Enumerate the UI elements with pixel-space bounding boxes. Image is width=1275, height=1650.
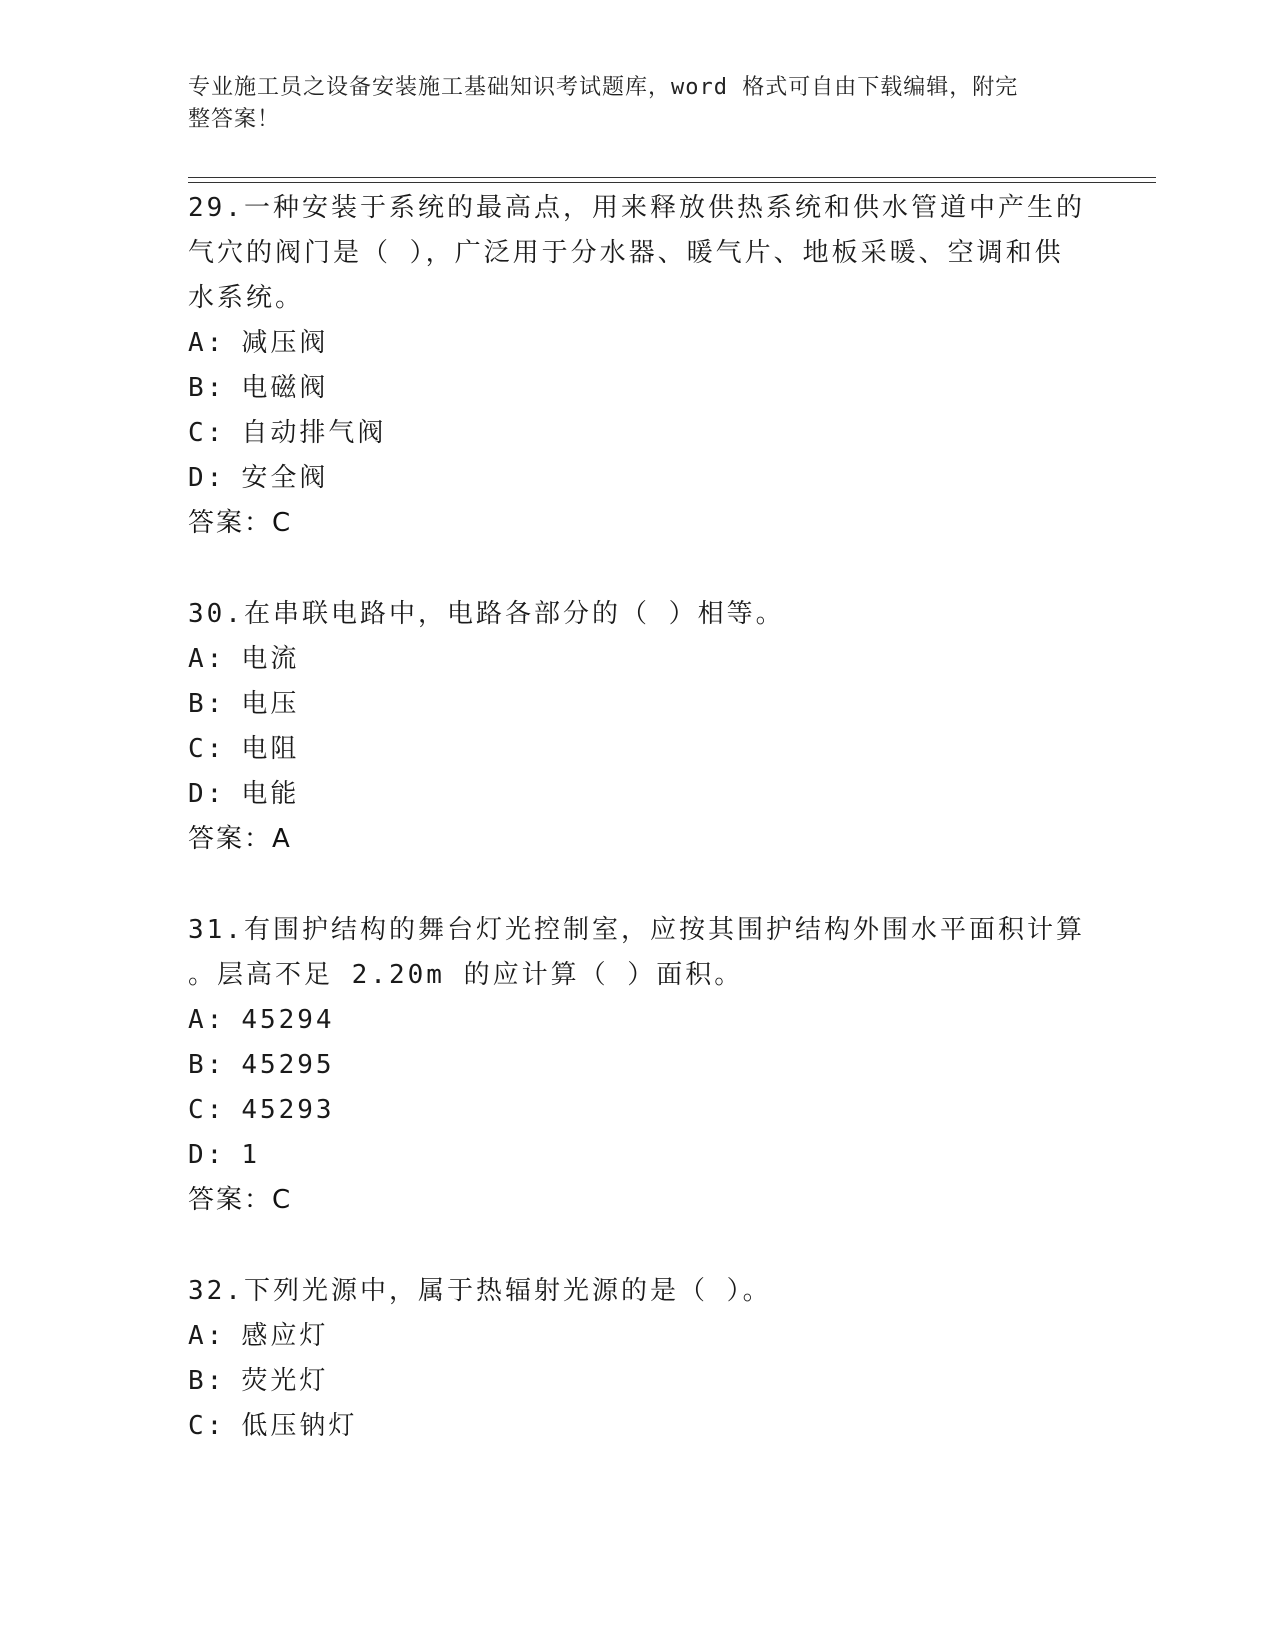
header-line-2: 整答案！ [188, 107, 281, 132]
question-31 [188, 908, 1088, 1223]
question-list [188, 186, 1088, 1449]
header-divider-bottom [188, 182, 1156, 183]
option-b [188, 1359, 1088, 1404]
document-header [188, 72, 1068, 136]
question-29 [188, 186, 1088, 546]
option-key: B: [188, 689, 226, 719]
option-d [188, 772, 1088, 817]
option-key: C: [188, 1411, 226, 1441]
option-key: C: [188, 418, 226, 448]
option-c [188, 727, 1088, 772]
option-key: B: [188, 373, 226, 403]
option-d [188, 456, 1088, 501]
option-key: C: [188, 1095, 226, 1125]
option-text: 自动排气阀 [241, 418, 387, 448]
option-key: A: [188, 1321, 226, 1351]
option-text: 减压阀 [241, 328, 329, 358]
option-key: D: [188, 1140, 226, 1170]
option-key: D: [188, 779, 226, 809]
option-a [188, 998, 1088, 1043]
question-stem-line: 。层高不足 2.20m 的应计算（ ）面积。 [188, 960, 744, 990]
option-c [188, 411, 1088, 456]
option-key: C: [188, 734, 226, 764]
option-text: 低压钠灯 [241, 1411, 358, 1441]
option-text: 电流 [241, 644, 300, 674]
option-text: 电阻 [241, 734, 300, 764]
question-stem-line: 32.下列光源中，属于热辐射光源的是（ ）。 [188, 1276, 772, 1306]
option-a [188, 1314, 1088, 1359]
question-stem-line: 气穴的阀门是（ ），广泛用于分水器、暖气片、地板采暖、空调和供 [188, 238, 1064, 268]
option-text: 感应灯 [241, 1321, 329, 1351]
option-text: 45295 [241, 1050, 335, 1080]
question-spacer [188, 546, 1088, 592]
option-text: 安全阀 [241, 463, 329, 493]
option-text: 电压 [241, 689, 300, 719]
question-stem-line: 29.一种安装于系统的最高点，用来释放供热系统和供水管道中产生的 [188, 193, 1085, 223]
option-key: B: [188, 1366, 226, 1396]
option-a [188, 321, 1088, 366]
option-text: 45294 [241, 1005, 335, 1035]
question-spacer [188, 862, 1088, 908]
answer-line: 答案：C [188, 508, 293, 538]
question-stem-line: 30.在串联电路中，电路各部分的（ ）相等。 [188, 599, 785, 629]
option-text: 45293 [241, 1095, 335, 1125]
header-line-1: 专业施工员之设备安装施工基础知识考试题库，word 格式可自由下载编辑，附完 [188, 75, 1019, 100]
option-text: 电磁阀 [241, 373, 329, 403]
option-b [188, 682, 1088, 727]
question-stem-line: 31.有围护结构的舞台灯光控制室，应按其围护结构外围水平面积计算 [188, 915, 1085, 945]
option-a [188, 637, 1088, 682]
option-c [188, 1088, 1088, 1133]
option-d [188, 1133, 1088, 1178]
option-key: A: [188, 644, 226, 674]
option-text: 荧光灯 [241, 1366, 329, 1396]
question-32 [188, 1269, 1088, 1449]
question-stem-line: 水系统。 [188, 283, 305, 313]
header-divider-top [188, 177, 1156, 178]
option-b [188, 1043, 1088, 1088]
option-key: A: [188, 328, 226, 358]
option-b [188, 366, 1088, 411]
question-spacer [188, 1223, 1088, 1269]
option-key: D: [188, 463, 226, 493]
answer-line: 答案：C [188, 1185, 293, 1215]
option-c [188, 1404, 1088, 1449]
option-key: A: [188, 1005, 226, 1035]
option-text: 电能 [241, 779, 300, 809]
option-key: B: [188, 1050, 226, 1080]
answer-line: 答案：A [188, 824, 292, 854]
question-30 [188, 592, 1088, 862]
option-text: 1 [241, 1140, 260, 1170]
